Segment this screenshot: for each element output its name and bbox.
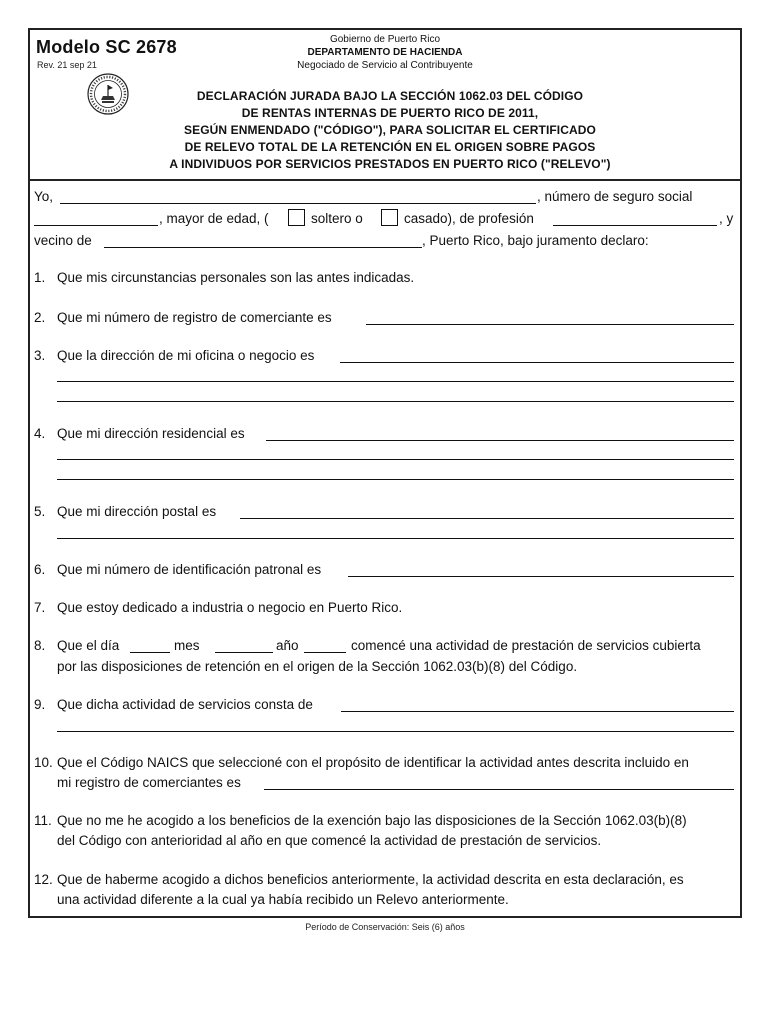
intro-ssn-label: , número de seguro social [537,189,693,204]
item-11-text-2: del Código con anterioridad al año en que comencé la actividad de prestación de servicios. [57,833,602,848]
resident-label: vecino de [34,233,92,248]
item-10-number: 10. [34,755,53,770]
ssn-field[interactable] [34,225,158,226]
revision-date: Rev. 21 sep 21 [37,60,97,70]
single-label: soltero o [311,211,363,226]
item-9-text: Que dicha actividad de servicios consta de [57,697,313,712]
item-8-day-label: Que el día [57,638,120,653]
postal-address-field-2[interactable] [57,538,734,539]
item-12-text-1: Que de haberme acogido a dichos beneficios anteriormente, la actividad descrita en esta declaración, es [57,872,684,887]
item-11-number: 11. [34,813,52,828]
item-12-number: 12. [34,872,53,887]
declaration-title-line-4: DE RELEVO TOTAL DE LA RETENCIÓN EN EL ORIGEN SOBRE PAGOS [184,140,596,154]
single-checkbox[interactable] [288,209,305,226]
service-activity-field-1[interactable] [341,711,734,712]
item-6-number: 6. [34,562,46,577]
item-8-number: 8. [34,638,46,653]
declaration-title-line-2: DE RENTAS INTERNAS DE PUERTO RICO DE 2011, [241,106,539,120]
retention-period: Período de Conservación: Seis (6) años [305,922,465,932]
bureau-name: Negociado de Servicio al Contribuyente [297,60,473,71]
residential-address-field-1[interactable] [266,440,734,441]
comma-y: , y [719,211,734,226]
merchant-registration-field[interactable] [366,324,734,325]
employer-id-field[interactable] [348,576,734,577]
item-8-text-2: por las disposiciones de retención en el origen de la Sección 1062.03(b)(8) del Código. [57,659,578,674]
item-10-text-1: Que el Código NAICS que seleccioné con el propósito de identificar la actividad antes descrita incluido en [57,755,689,770]
name-field[interactable] [60,203,536,204]
service-activity-field-2[interactable] [57,731,734,732]
start-year-field[interactable] [304,652,346,653]
residence-field[interactable] [104,247,422,248]
naics-code-field[interactable] [264,789,734,790]
item-1-text: Que mis circunstancias personales son las antes indicadas. [57,270,415,285]
item-8-year-label: año [276,638,299,653]
residential-address-field-3[interactable] [57,479,734,480]
postal-address-field-1[interactable] [240,518,734,519]
government-name: Gobierno de Puerto Rico [329,34,441,45]
item-10-text-2: mi registro de comerciantes es [57,775,241,790]
item-5-text: Que mi dirección postal es [57,504,217,519]
item-4-number: 4. [34,426,46,441]
declaration-title-line-3: SEGÚN ENMENDADO ("CÓDIGO"), PARA SOLICITAR EL CERTIFICADO [184,123,596,137]
model-title: Modelo SC 2678 [36,37,177,57]
item-7-number: 7. [34,600,46,615]
office-address-field-2[interactable] [57,381,734,382]
declaration-title-line-5: A INDIVIDUOS POR SERVICIOS PRESTADOS EN PUERTO RICO ("RELEVO") [169,157,611,171]
item-7-text: Que estoy dedicado a industria o negocio en Puerto Rico. [57,600,403,615]
item-3-number: 3. [34,348,46,363]
item-2-text: Que mi número de registro de comerciante es [57,310,332,325]
residential-address-field-2[interactable] [57,459,734,460]
government-seal-icon [87,73,129,115]
declaration-title-line-1: DECLARACIÓN JURADA BAJO LA SECCIÓN 1062.03 DEL CÓDIGO [196,89,584,103]
item-12-text-2: una actividad diferente a la cual ya había recibido un Relevo anteriormente. [57,892,509,907]
item-8-month-label: mes [174,638,200,653]
start-month-field[interactable] [215,652,273,653]
item-1-number: 1. [34,270,46,285]
item-9-number: 9. [34,697,46,712]
start-day-field[interactable] [130,652,170,653]
office-address-field-3[interactable] [57,401,734,402]
item-2-number: 2. [34,310,46,325]
profession-field[interactable] [553,225,717,226]
department-name: DEPARTAMENTO DE HACIENDA [307,47,463,58]
intro-yo: Yo, [34,189,54,204]
item-4-text: Que mi dirección residencial es [57,426,245,441]
intro-age-label: , mayor de edad, ( [159,211,269,226]
item-11-text-1: Que no me he acogido a los beneficios de la exención bajo las disposiciones de la Sección 1062.03(b)(8) [57,813,687,828]
item-6-text: Que mi número de identificación patronal es [57,562,322,577]
office-address-field-1[interactable] [340,362,734,363]
sworn-label: , Puerto Rico, bajo juramento declaro: [422,233,649,248]
item-5-number: 5. [34,504,46,519]
married-checkbox[interactable] [381,209,398,226]
married-label: casado), de profesión [404,211,534,226]
item-3-text: Que la dirección de mi oficina o negocio es [57,348,315,363]
form-header [30,30,740,181]
item-8-text-1: comencé una actividad de prestación de servicios cubierta [351,638,701,653]
